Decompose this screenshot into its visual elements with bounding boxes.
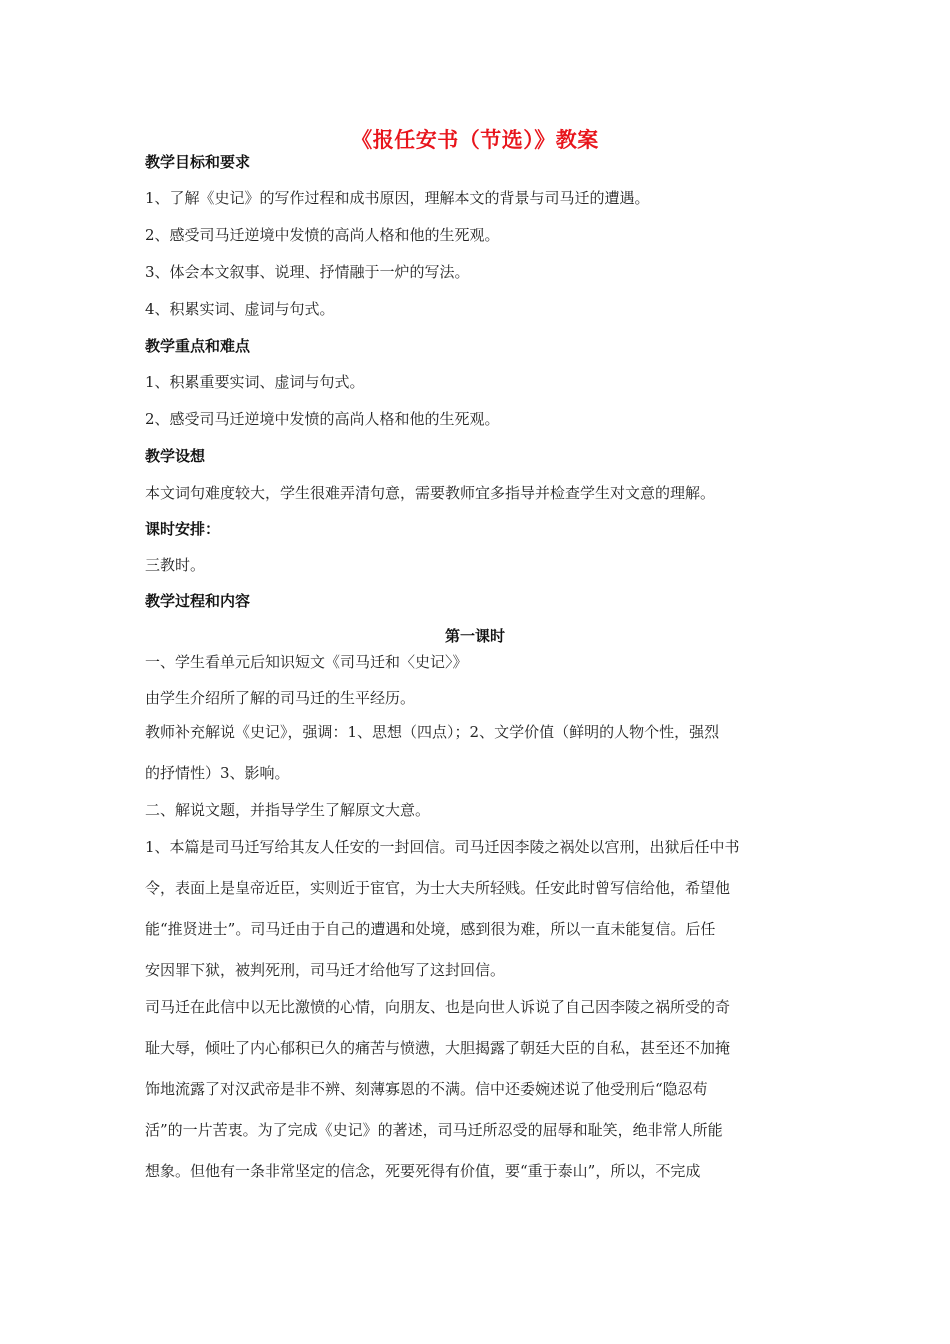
paragraph-1-line-4: 安因罪下狱，被判死刑，司马迁才给他写了这封回信。 [145,961,506,979]
schedule-heading: 课时安排： [145,520,221,538]
step-two: 二、解说文题，并指导学生了解原文大意。 [145,801,431,819]
document-title: 《报任安书（节选）》教案 [351,127,599,152]
step-one-b-line-1: 教师补充解说《史记》，强调：1、思想（四点）；2、文学价值（鲜明的人物个性，强烈 [145,723,720,741]
lesson-one-heading: 第一课时 [444,627,505,645]
goal-item-4: 4、积累实词、虚词与句式。 [145,300,335,318]
key-points-heading: 教学重点和难点 [145,337,251,355]
goal-item-1: 1、了解《史记》的写作过程和成书原因，理解本文的背景与司马迁的遭遇。 [145,189,650,207]
schedule-text: 三教时。 [145,556,206,574]
teaching-idea-heading: 教学设想 [145,447,206,465]
key-point-2: 2、感受司马迁逆境中发愤的高尚人格和他的生死观。 [145,410,500,428]
paragraph-1-line-3: 能“推贤进士”。司马迁由于自己的遭遇和处境，感到很为难，所以一直未能复信。后任 [145,920,716,938]
paragraph-2-line-5: 想象。但他有一条非常坚定的信念，死要死得有价值，要“重于泰山”，所以，不完成 [145,1162,701,1180]
paragraph-1-line-1: 1、本篇是司马迁写给其友人任安的一封回信。司马迁因李陵之祸处以宫刑，出狱后任中书 [145,838,740,856]
goal-item-2: 2、感受司马迁逆境中发愤的高尚人格和他的生死观。 [145,226,500,244]
goal-item-3: 3、体会本文叙事、说理、抒情融于一炉的写法。 [145,263,470,281]
goals-heading: 教学目标和要求 [145,153,251,171]
paragraph-2-line-1: 司马迁在此信中以无比激愤的心情，向朋友、也是向世人诉说了自己因李陵之祸所受的奇 [145,998,731,1016]
paragraph-1-line-2: 令，表面上是皇帝近臣，实则近于宦官，为士大夫所轻贱。任安此时曾写信给他，希望他 [145,879,731,897]
step-one: 一、学生看单元后知识短文《司马迁和〈史记〉》 [145,653,468,671]
key-point-1: 1、积累重要实词、虚词与句式。 [145,373,365,391]
paragraph-2-line-2: 耻大辱，倾吐了内心郁积已久的痛苦与愤懑，大胆揭露了朝廷大臣的自私，甚至还不加掩 [145,1039,731,1057]
step-one-b-line-2: 的抒情性）3、影响。 [145,764,290,782]
step-one-a: 由学生介绍所了解的司马迁的生平经历。 [145,689,416,707]
paragraph-2-line-3: 饰地流露了对汉武帝是非不辨、刻薄寡恩的不满。信中还委婉述说了他受刑后“隐忍苟 [145,1080,708,1098]
process-heading: 教学过程和内容 [145,592,251,610]
teaching-idea-text: 本文词句难度较大，学生很难弄清句意，需要教师宜多指导并检查学生对文意的理解。 [145,484,716,502]
paragraph-2-line-4: 活”的一片苦衷。为了完成《史记》的著述，司马迁所忍受的屈辱和耻笑，绝非常人所能 [145,1121,723,1139]
